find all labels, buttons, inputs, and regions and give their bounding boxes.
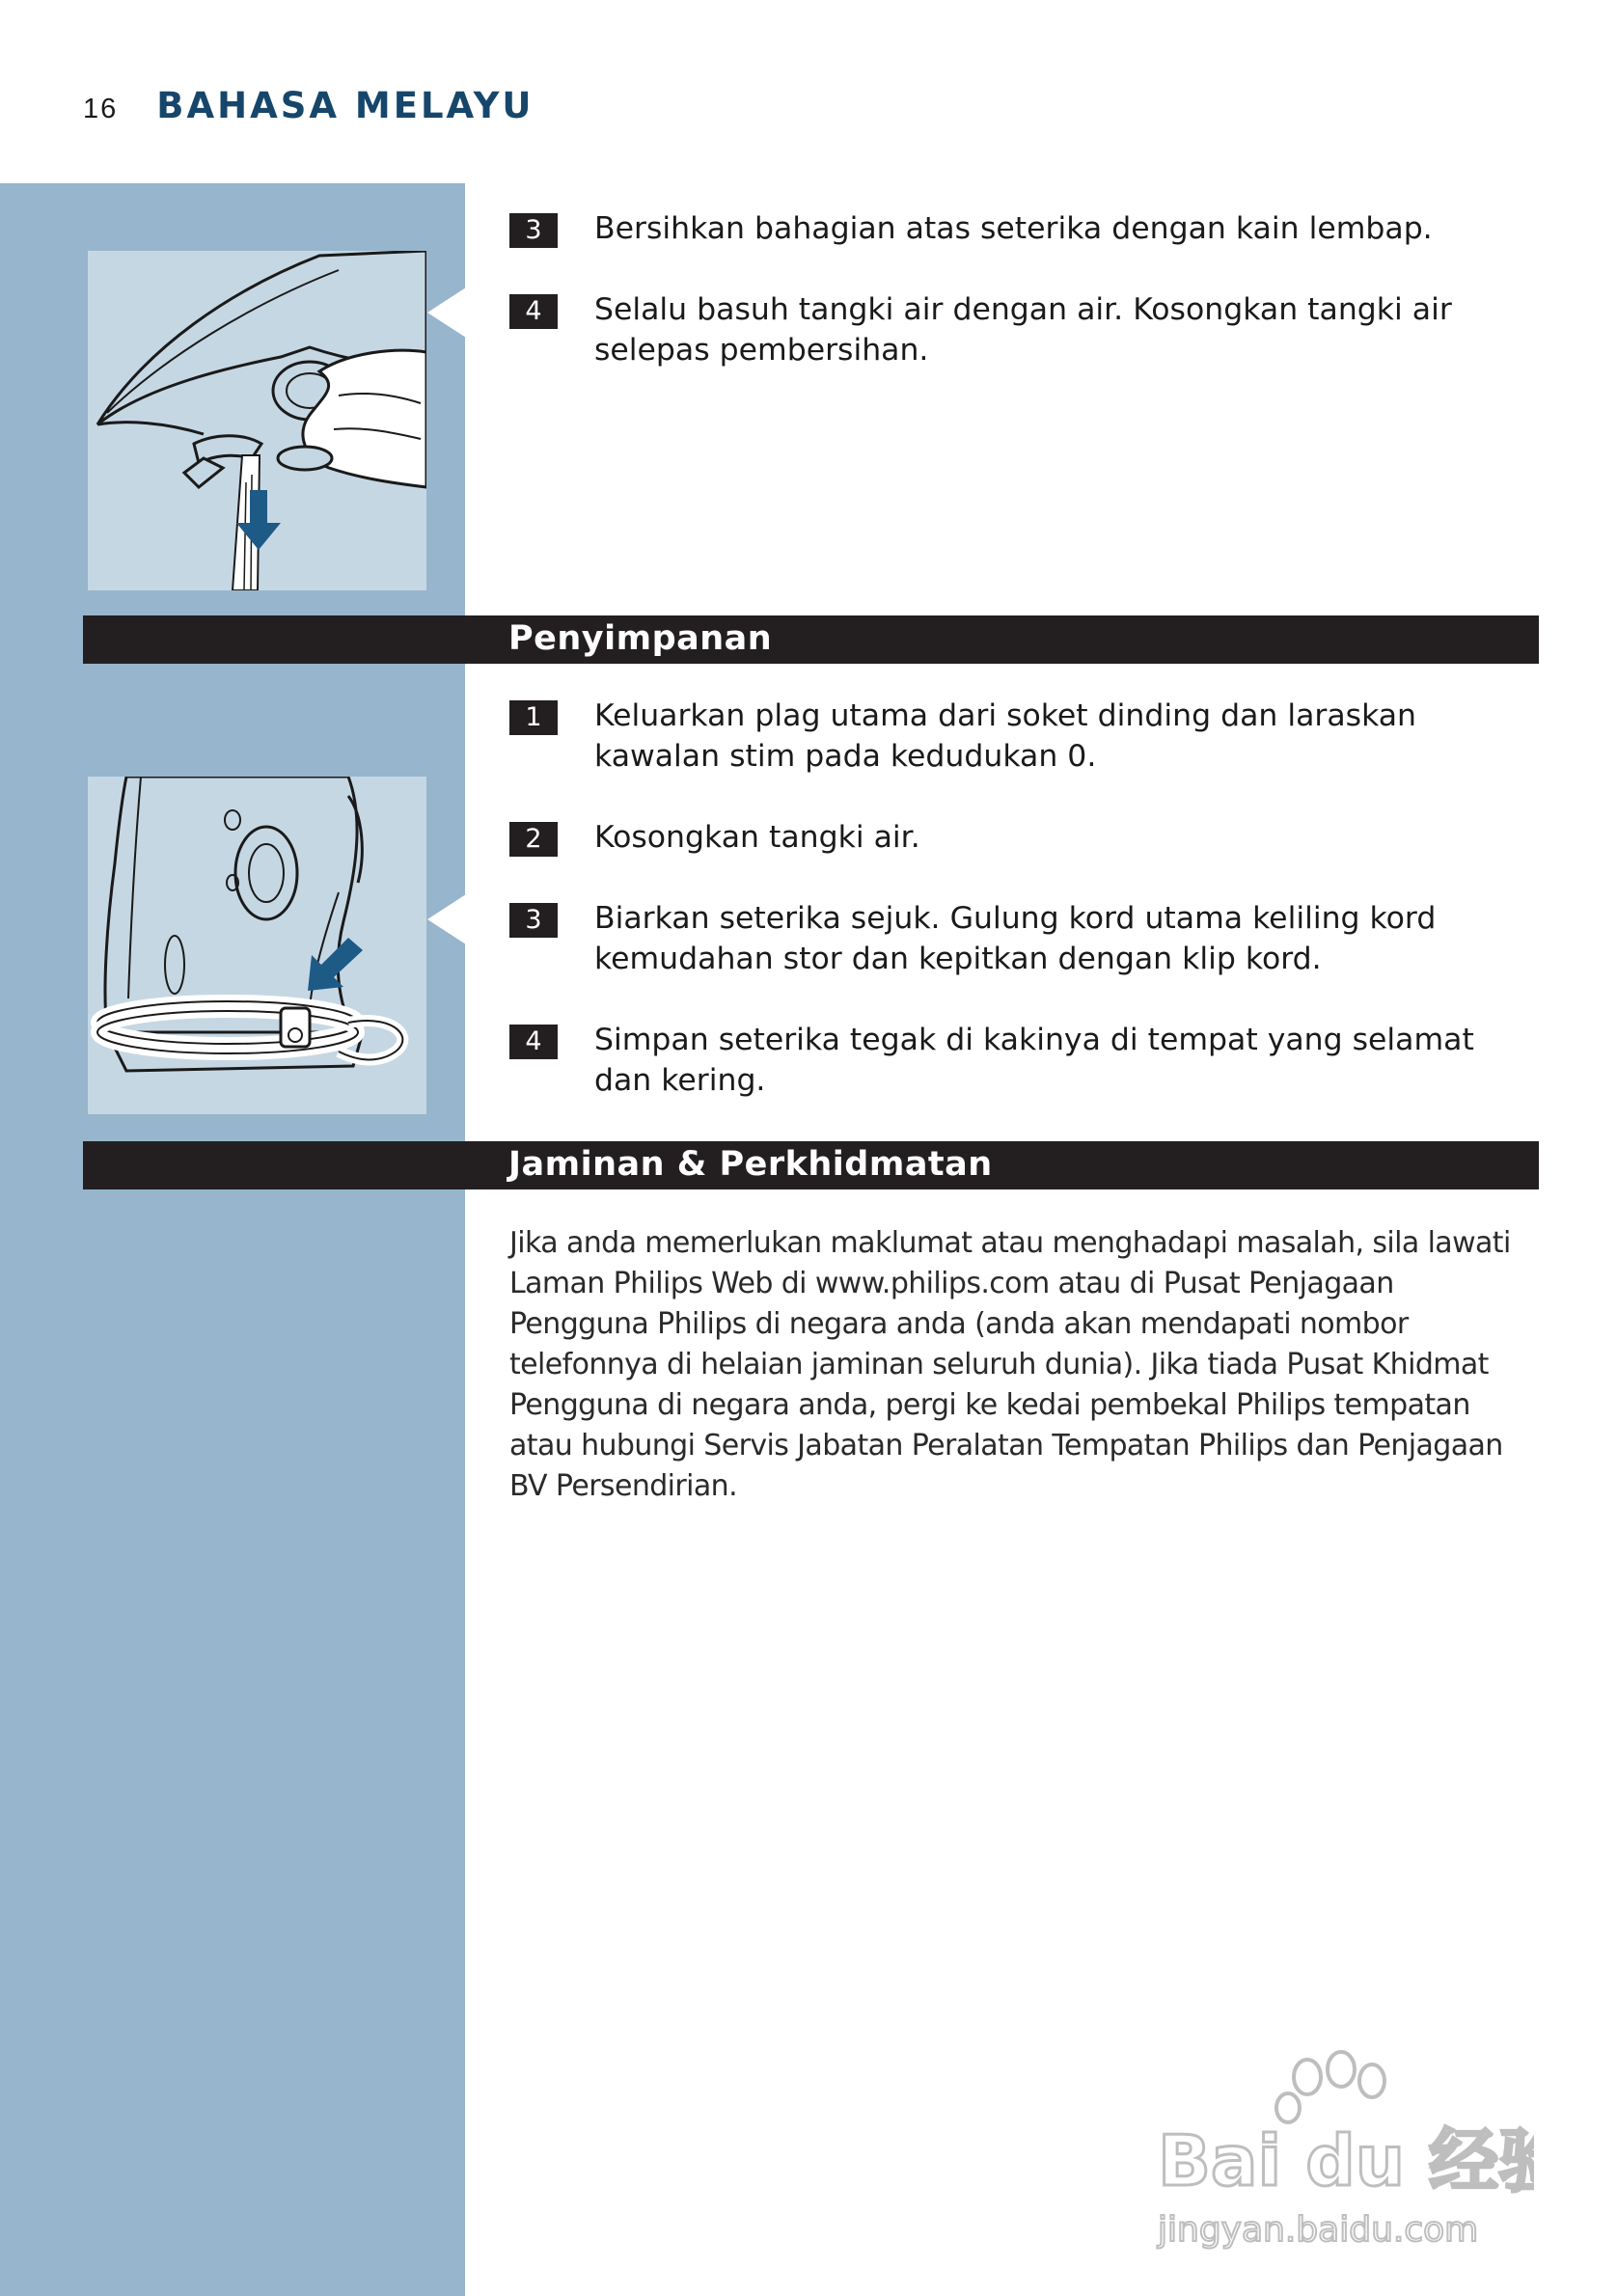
step-text: Keluarkan plag utama dari soket dinding dan laraskan kawalan stim pada kedudukan 0. xyxy=(594,698,1417,774)
watermark-url: jingyan.baidu.com xyxy=(1158,2210,1479,2250)
illustration-cord-storage xyxy=(88,777,426,1114)
iron-cord-drawing xyxy=(88,777,426,1114)
guarantee-heading: Jaminan & Perkhidmatan xyxy=(508,1145,993,1184)
step-text: Biarkan seterika sejuk. Gulung kord utama keliling kord kemudahan stor dan kepitkan dengan klip kord. xyxy=(594,901,1437,976)
storage-step-2 xyxy=(509,817,1542,858)
storage-step-4 xyxy=(509,1020,1542,1101)
iron-emptying-drawing xyxy=(88,251,426,590)
page-number: 16 xyxy=(83,94,119,124)
step-number: 3 xyxy=(509,213,558,248)
baidu-watermark xyxy=(1148,2050,1534,2253)
cleaning-step-4 xyxy=(509,289,1542,370)
step-number: 2 xyxy=(509,822,558,857)
step-text: Selalu basuh tangki air dengan air. Kosongkan tangki air selepas pembersihan. xyxy=(594,292,1452,368)
step-text: Kosongkan tangki air. xyxy=(594,820,920,855)
language-title: BAHASA MELAYU xyxy=(156,85,534,126)
illustration-pointer-2 xyxy=(427,894,466,944)
page-header xyxy=(83,85,534,133)
guarantee-paragraph: Jika anda memerlukan maklumat atau menghadapi masalah, sila lawati Laman Philips Web di www.philips.com atau di Pusat Penjagaan Pengguna Philips di negara anda (anda akan mendapati nombor telefonnya di helaian jaminan seluruh dunia). Jika tiada Pusat Khidmat Pengguna di negara anda, pergi ke kedai pembekal Philips tempatan atau hubungi Servis Jabatan Peralatan Tempatan Philips dan Penjagaan BV Persendirian. xyxy=(509,1226,1511,1503)
cleaning-step-3 xyxy=(509,208,1542,249)
illustration-empty-water-tank xyxy=(88,251,426,590)
step-text: Simpan seterika tegak di kakinya di tempat yang selamat dan kering. xyxy=(594,1023,1474,1098)
step-number: 4 xyxy=(509,1025,558,1059)
guarantee-heading-bar xyxy=(83,1141,1539,1189)
storage-step-1 xyxy=(509,696,1542,777)
watermark-brand: Bai du 经验 xyxy=(1158,2120,1534,2201)
storage-heading-bar xyxy=(83,615,1539,664)
storage-heading: Penyimpanan xyxy=(508,619,773,658)
storage-step-3 xyxy=(509,898,1542,979)
paw-icon xyxy=(1276,2052,1384,2122)
step-number: 4 xyxy=(509,294,558,329)
step-number: 3 xyxy=(509,903,558,938)
step-text: Bersihkan bahagian atas seterika dengan kain lembap. xyxy=(594,211,1433,246)
step-number: 1 xyxy=(509,700,558,735)
illustration-pointer-1 xyxy=(427,287,466,338)
